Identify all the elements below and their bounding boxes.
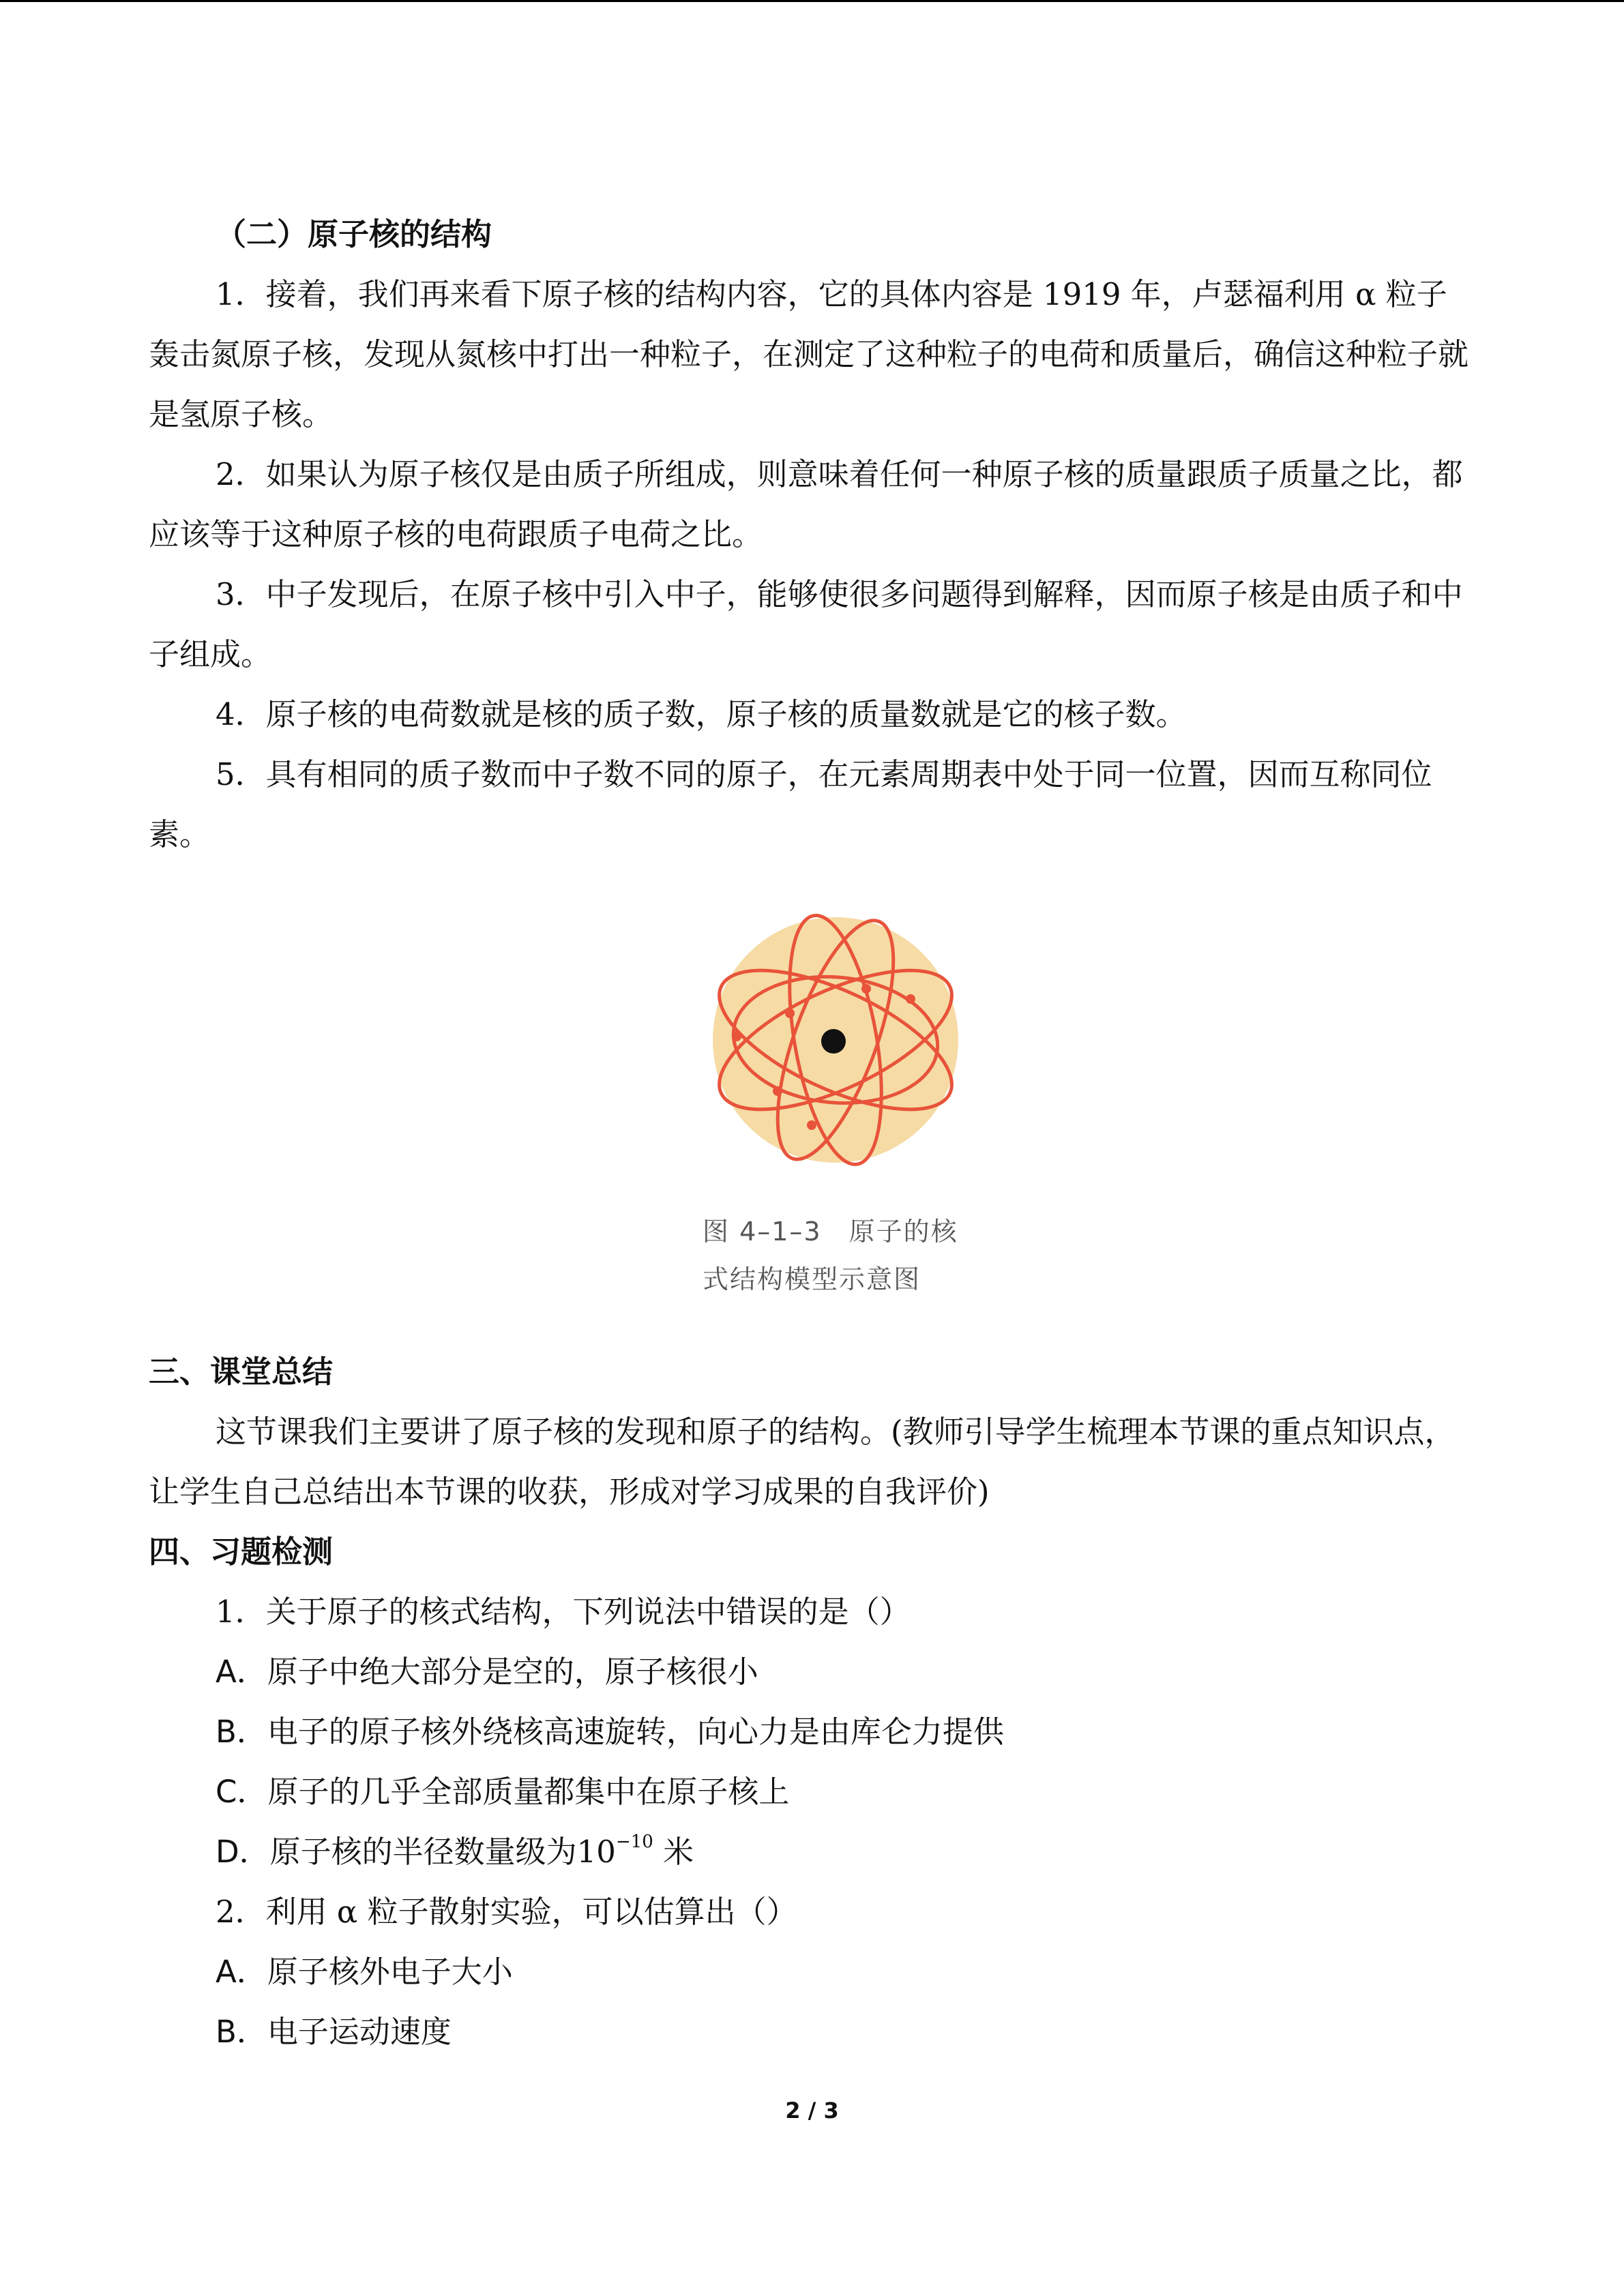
question-1-stem: 1．关于原子的核式结构，下列说法中错误的是（） (216, 1594, 911, 1630)
question-2-option-b (216, 2002, 452, 2062)
option-text: 原子核外电子大小 (267, 1954, 513, 1990)
option-text: 电子运动速度 (267, 2014, 452, 2050)
option-letter: A． (216, 1654, 267, 1690)
section2-paragraph-5: 5．具有相同的质子数而中子数不同的原子，在元素周期表中处于同一位置，因而互称同位素。 (149, 756, 1432, 852)
option-letter: C． (216, 1774, 268, 1810)
atom-model-figure (655, 893, 982, 1182)
question-1-option-d (216, 1822, 694, 1882)
question-1-option-a (216, 1642, 758, 1702)
section3-heading: 三、课堂总结 (149, 1354, 334, 1390)
option-text: 原子中绝大部分是空的，原子核很小 (267, 1654, 758, 1690)
option-text: 原子的几乎全部质量都集中在原子核上 (267, 1774, 790, 1810)
section2-paragraph-4: 4．原子核的电荷数就是核的质子数，原子核的质量数就是它的核子数。 (216, 696, 1187, 732)
option-text: 原子核的半径数量级为 (269, 1834, 577, 1870)
option-letter: B． (216, 1714, 267, 1750)
nucleus (821, 1029, 846, 1054)
section3-text: 这节课我们主要讲了原子核的发现和原子的结构。(教师引导学生梳理本节课的重点知识点，让学生自己总结出本节课的收获，形成对学习成果的自我评价) (149, 1414, 1456, 1510)
option-text: 电子的原子核外绕核高速旋转，向心力是由库仑力提供 (267, 1714, 1004, 1750)
question-2-stem: 2．利用 α 粒子散射实验，可以估算出（） (216, 1894, 797, 1930)
section2-paragraph-2: 2．如果认为原子核仅是由质子所组成，则意味着任何一种原子核的质量跟质子质量之比，都应该等于这种原子核的电荷跟质子电荷之比。 (149, 456, 1463, 552)
option-letter: A． (216, 1954, 267, 1990)
section4-heading: 四、习题检测 (149, 1534, 334, 1570)
section2-paragraph-3: 3．中子发现后，在原子核中引入中子，能够使很多问题得到解释，因而原子核是由质子和中子组成。 (149, 576, 1463, 672)
question-1-option-b (216, 1702, 1004, 1762)
option-letter: D． (216, 1834, 270, 1870)
option-unit: 米 (663, 1834, 694, 1870)
power-base: 10 (576, 1834, 616, 1870)
power-exponent: −10 (615, 1832, 653, 1852)
question-2-option-a (216, 1942, 513, 2002)
option-letter: B． (216, 2014, 267, 2050)
question-1-option-c (216, 1762, 789, 1822)
section2-heading: （二）原子核的结构 (216, 216, 492, 252)
page-number: 2 / 3 (785, 2098, 839, 2123)
atom-model-illustration (655, 893, 982, 1180)
figure-caption-line2: 式结构模型示意图 (703, 1264, 921, 1294)
figure-caption-line1: 图 4–1–3 原子的核 (703, 1217, 958, 1247)
section2-paragraph-1: 1．接着，我们再来看下原子核的结构内容，它的具体内容是 1919 年，卢瑟福利用 α 粒子轰击氮原子核，发现从氮核中打出一种粒子，在测定了这种粒子的电荷和质量后，确信这种粒子就是氢原子核。 (149, 276, 1469, 432)
